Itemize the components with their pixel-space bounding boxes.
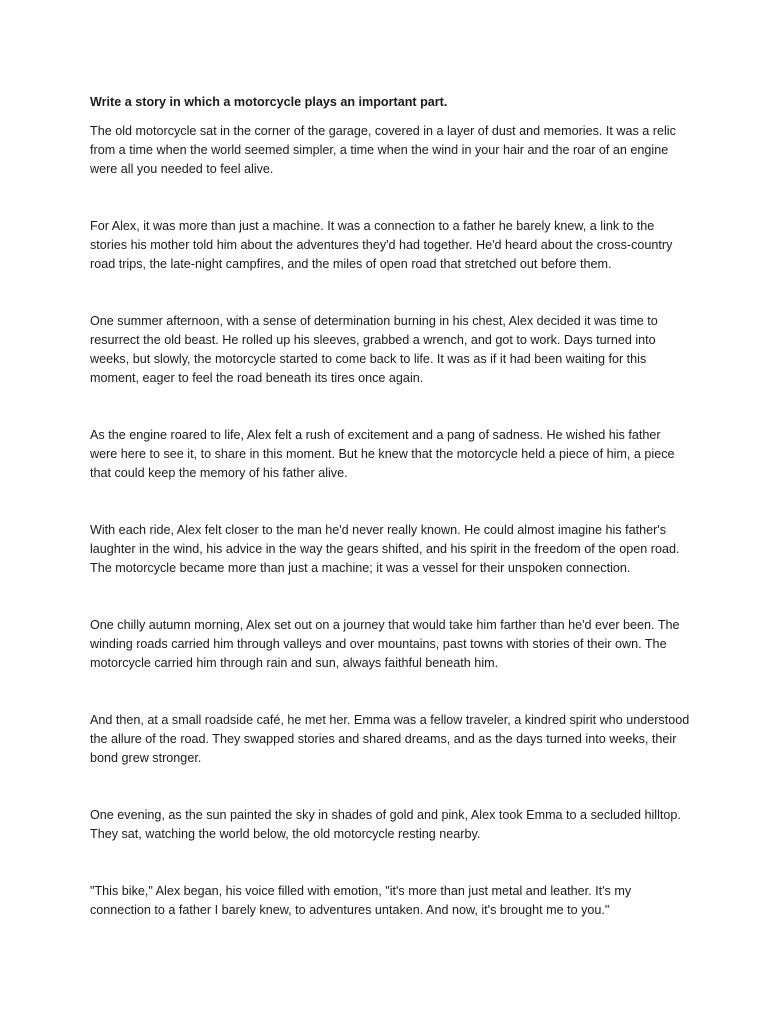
paragraph-1: The old motorcycle sat in the corner of the garage, covered in a layer of dust and memories. It was a relic from a time when the world seemed simpler, a time when the wind in your hair and the roar of an engine were all you needed to feel alive. [90,124,676,176]
paragraph-4: As the engine roared to life, Alex felt a rush of excitement and a pang of sadness. He wished his father were here to see it, to share in this moment. But he knew that the motorcycle held a piece of him, a piece that could keep the memory of his father alive. [90,428,675,480]
paragraph-3: One summer afternoon, with a sense of determination burning in his chest, Alex decided it was time to resurrect the old beast. He rolled up his sleeves, grabbed a wrench, and got to work. Days turned into weeks, but slowly, the motorcycle started to come back to life. It was as if it had been waiting for this moment, eager to feel the road beneath its tires once again. [90,314,658,385]
paragraph-5: With each ride, Alex felt closer to the man he'd never really known. He could almost imagine his father's laughter in the wind, his advice in the way the gears shifted, and his spirit in the freedom of the open road. The motorcycle became more than just a machine; it was a vessel for their unspoken connection. [90,523,680,575]
paragraph-7: And then, at a small roadside café, he met her. Emma was a fellow traveler, a kindred spirit who understood the allure of the road. They swapped stories and shared dreams, and as the days turned into weeks, their bond grew stronger. [90,713,690,765]
document-title: Write a story in which a motorcycle plays an important part. [90,95,448,109]
paragraph-8: One evening, as the sun painted the sky in shades of gold and pink, Alex took Emma to a secluded hilltop. They sat, watching the world below, the old motorcycle resting nearby. [90,808,681,841]
document-body [90,93,690,920]
paragraph-6: One chilly autumn morning, Alex set out on a journey that would take him farther than he'd ever been. The winding roads carried him through valleys and over mountains, past towns with stories of their own. The motorcycle carried him through rain and sun, always faithful beneath him. [90,618,680,670]
paragraph-9: "This bike," Alex began, his voice filled with emotion, "it's more than just metal and leather. It's my connection to a father I barely knew, to adventures untaken. And now, it's brought me to you." [90,884,632,917]
paragraph-2: For Alex, it was more than just a machine. It was a connection to a father he barely knew, a link to the stories his mother told him about the adventures they'd had together. He'd heard about the cross-country road trips, the late-night campfires, and the miles of open road that stretched out before them. [90,219,673,271]
